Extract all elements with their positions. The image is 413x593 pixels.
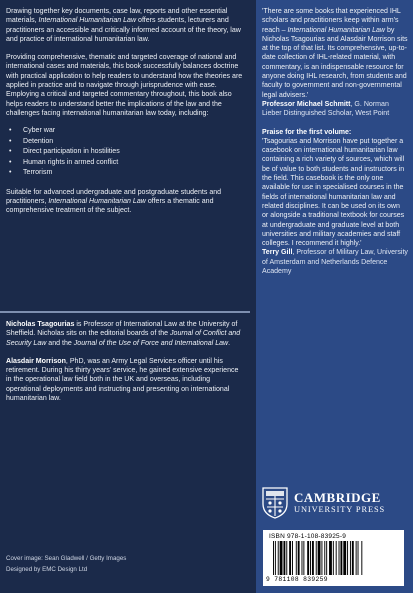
barcode-bar [340, 541, 342, 575]
barcode-bar [286, 541, 287, 575]
barcode-bar [298, 541, 300, 575]
barcode-bar [343, 541, 346, 575]
author-bio-1: Nicholas Tsagourias is Professor of International Law at the University of Sheffield. Nicholas sits on the editorial boards of the Journal of Conflict and Security Law and the Journal of the Use of Force and International Law. [6, 321, 241, 347]
book-title: International Humanitarian Law [48, 198, 146, 206]
barcode-digits: 9 781108 839259 [266, 576, 328, 583]
publisher-logo [262, 485, 404, 521]
barcode-bar [329, 541, 332, 575]
blurb-paragraph-3: Suitable for advanced undergraduate and postgraduate students and practitioners, International Humanitarian Law offers a thematic and comprehensive treatment of the subject. [6, 188, 222, 215]
author-bios [6, 320, 244, 412]
cover-image-credit: Cover image: Sean Gladwell / Getty Images [6, 555, 127, 562]
praise-heading: Praise for the first volume: [262, 128, 352, 136]
barcode-bar [358, 541, 359, 575]
endorsement-attribution-1: Professor Michael Schmitt, G. Norman Lieber Distinguished Scholar, West Point [262, 100, 390, 118]
barcode-bar [316, 541, 317, 575]
list-item: • Cyber war [6, 126, 244, 137]
barcode-bars [273, 541, 397, 575]
barcode-bar [283, 541, 285, 575]
design-credit: Designed by EMC Design Ltd [6, 566, 88, 573]
barcode-bar [280, 541, 283, 575]
author-name: Alasdair Morrison [6, 357, 66, 365]
barcode-bar [352, 541, 354, 575]
barcode-bar [347, 541, 348, 575]
barcode-bar [336, 541, 337, 575]
credits [6, 553, 126, 575]
barcode-bar [339, 541, 340, 575]
barcode-bar [318, 541, 321, 575]
list-item: • Detention [6, 137, 244, 148]
list-item: • Human rights in armed conflict [6, 158, 244, 169]
topics-list [6, 126, 244, 179]
barcode-bar [292, 541, 293, 575]
cambridge-shield-icon [262, 487, 288, 519]
barcode-bar [307, 541, 309, 575]
book-title: International Humanitarian Law [38, 17, 137, 25]
list-item: • Direct participation in hostilities [6, 147, 244, 158]
barcode-bar [303, 541, 304, 575]
barcode-bar [310, 541, 311, 575]
barcode-bar [278, 541, 279, 575]
barcode-bar [296, 541, 297, 575]
endorsement-quote-1: 'There are some books that experienced IHL scholars and practitioners keep within arm's reach – International Humanitarian Law by Nicholas Tsagourias and Alasdair Morrison sits at the top of that list. Its comprehensive, up-to-date collection of IHL-related material, with commentary, is an indispensable resource for anyone doing IHL research, from students and faculty to government and non-governmental legal advisers.' [262, 8, 408, 99]
blurb-section [6, 7, 244, 225]
barcode-bar [321, 541, 322, 575]
blurb-paragraph-2: Providing comprehensive, thematic and targeted coverage of national and international cases and materials, this book successfully balances doctrine with practical application to help readers to understand how the theories are applied in practice and to navigate through jurisprudence with ease. Employing a critical and targeted commentary throughout, this book also helps readers to understand better the implications of the law and the challenges facing international humanitarian law today, including: [6, 54, 243, 117]
endorsement-attribution-2: Terry Gill, Professor of Military Law, University of Amsterdam and Netherlands Defence Academy [262, 249, 408, 276]
barcode-bar [302, 541, 303, 575]
blurb-paragraph-1: Drawing together key documents, case law, reports and other essential materials, International Humanitarian Law offers students, lecturers and practitioners an accessible and critically informed account of the theory, law and practice of international humanitarian law. [6, 8, 241, 43]
barcode-bar [361, 541, 362, 575]
barcode-bar [324, 541, 325, 575]
list-item: • Terrorism [6, 168, 244, 179]
barcode [263, 530, 404, 586]
barcode-bar [275, 541, 276, 575]
barcode-bar [350, 541, 351, 575]
barcode-bar [312, 541, 314, 575]
author-name: Nicholas Tsagourias [6, 321, 75, 328]
barcode-bar [289, 541, 291, 575]
endorsements [262, 7, 408, 276]
barcode-bar [273, 541, 274, 575]
barcode-bar [356, 541, 357, 575]
barcode-bar [326, 541, 327, 575]
endorsement-quote-2: 'Tsagourias and Morrison have put together a casebook on international humanitarian law containing a rich variety of sources, which will be of value to both students and instructors in the field. This casebook is the only one available for use in specialised courses in the fields of international humanitarian law and related disciplines. It can be used on its own or alongside a traditional textbook for courses at undergraduate and graduate level at both universities and military academies and staff colleges. I recommend it highly.' [262, 137, 405, 248]
barcode-bar [333, 541, 334, 575]
isbn-label: ISBN 978-1-108-83925-9 [269, 533, 347, 540]
section-divider [0, 311, 250, 313]
author-bio-2: Alasdair Morrison, PhD, was an Army Legal Services officer until his retirement. During his thirty years' service, he gained extensive experience in the operational law field both in the UK and overseas, including operational deployments and instructing and presenting on international humanitarian law. [6, 357, 239, 403]
publisher-name: CAMBRIDGE UNIVERSITY PRESS [294, 490, 386, 514]
